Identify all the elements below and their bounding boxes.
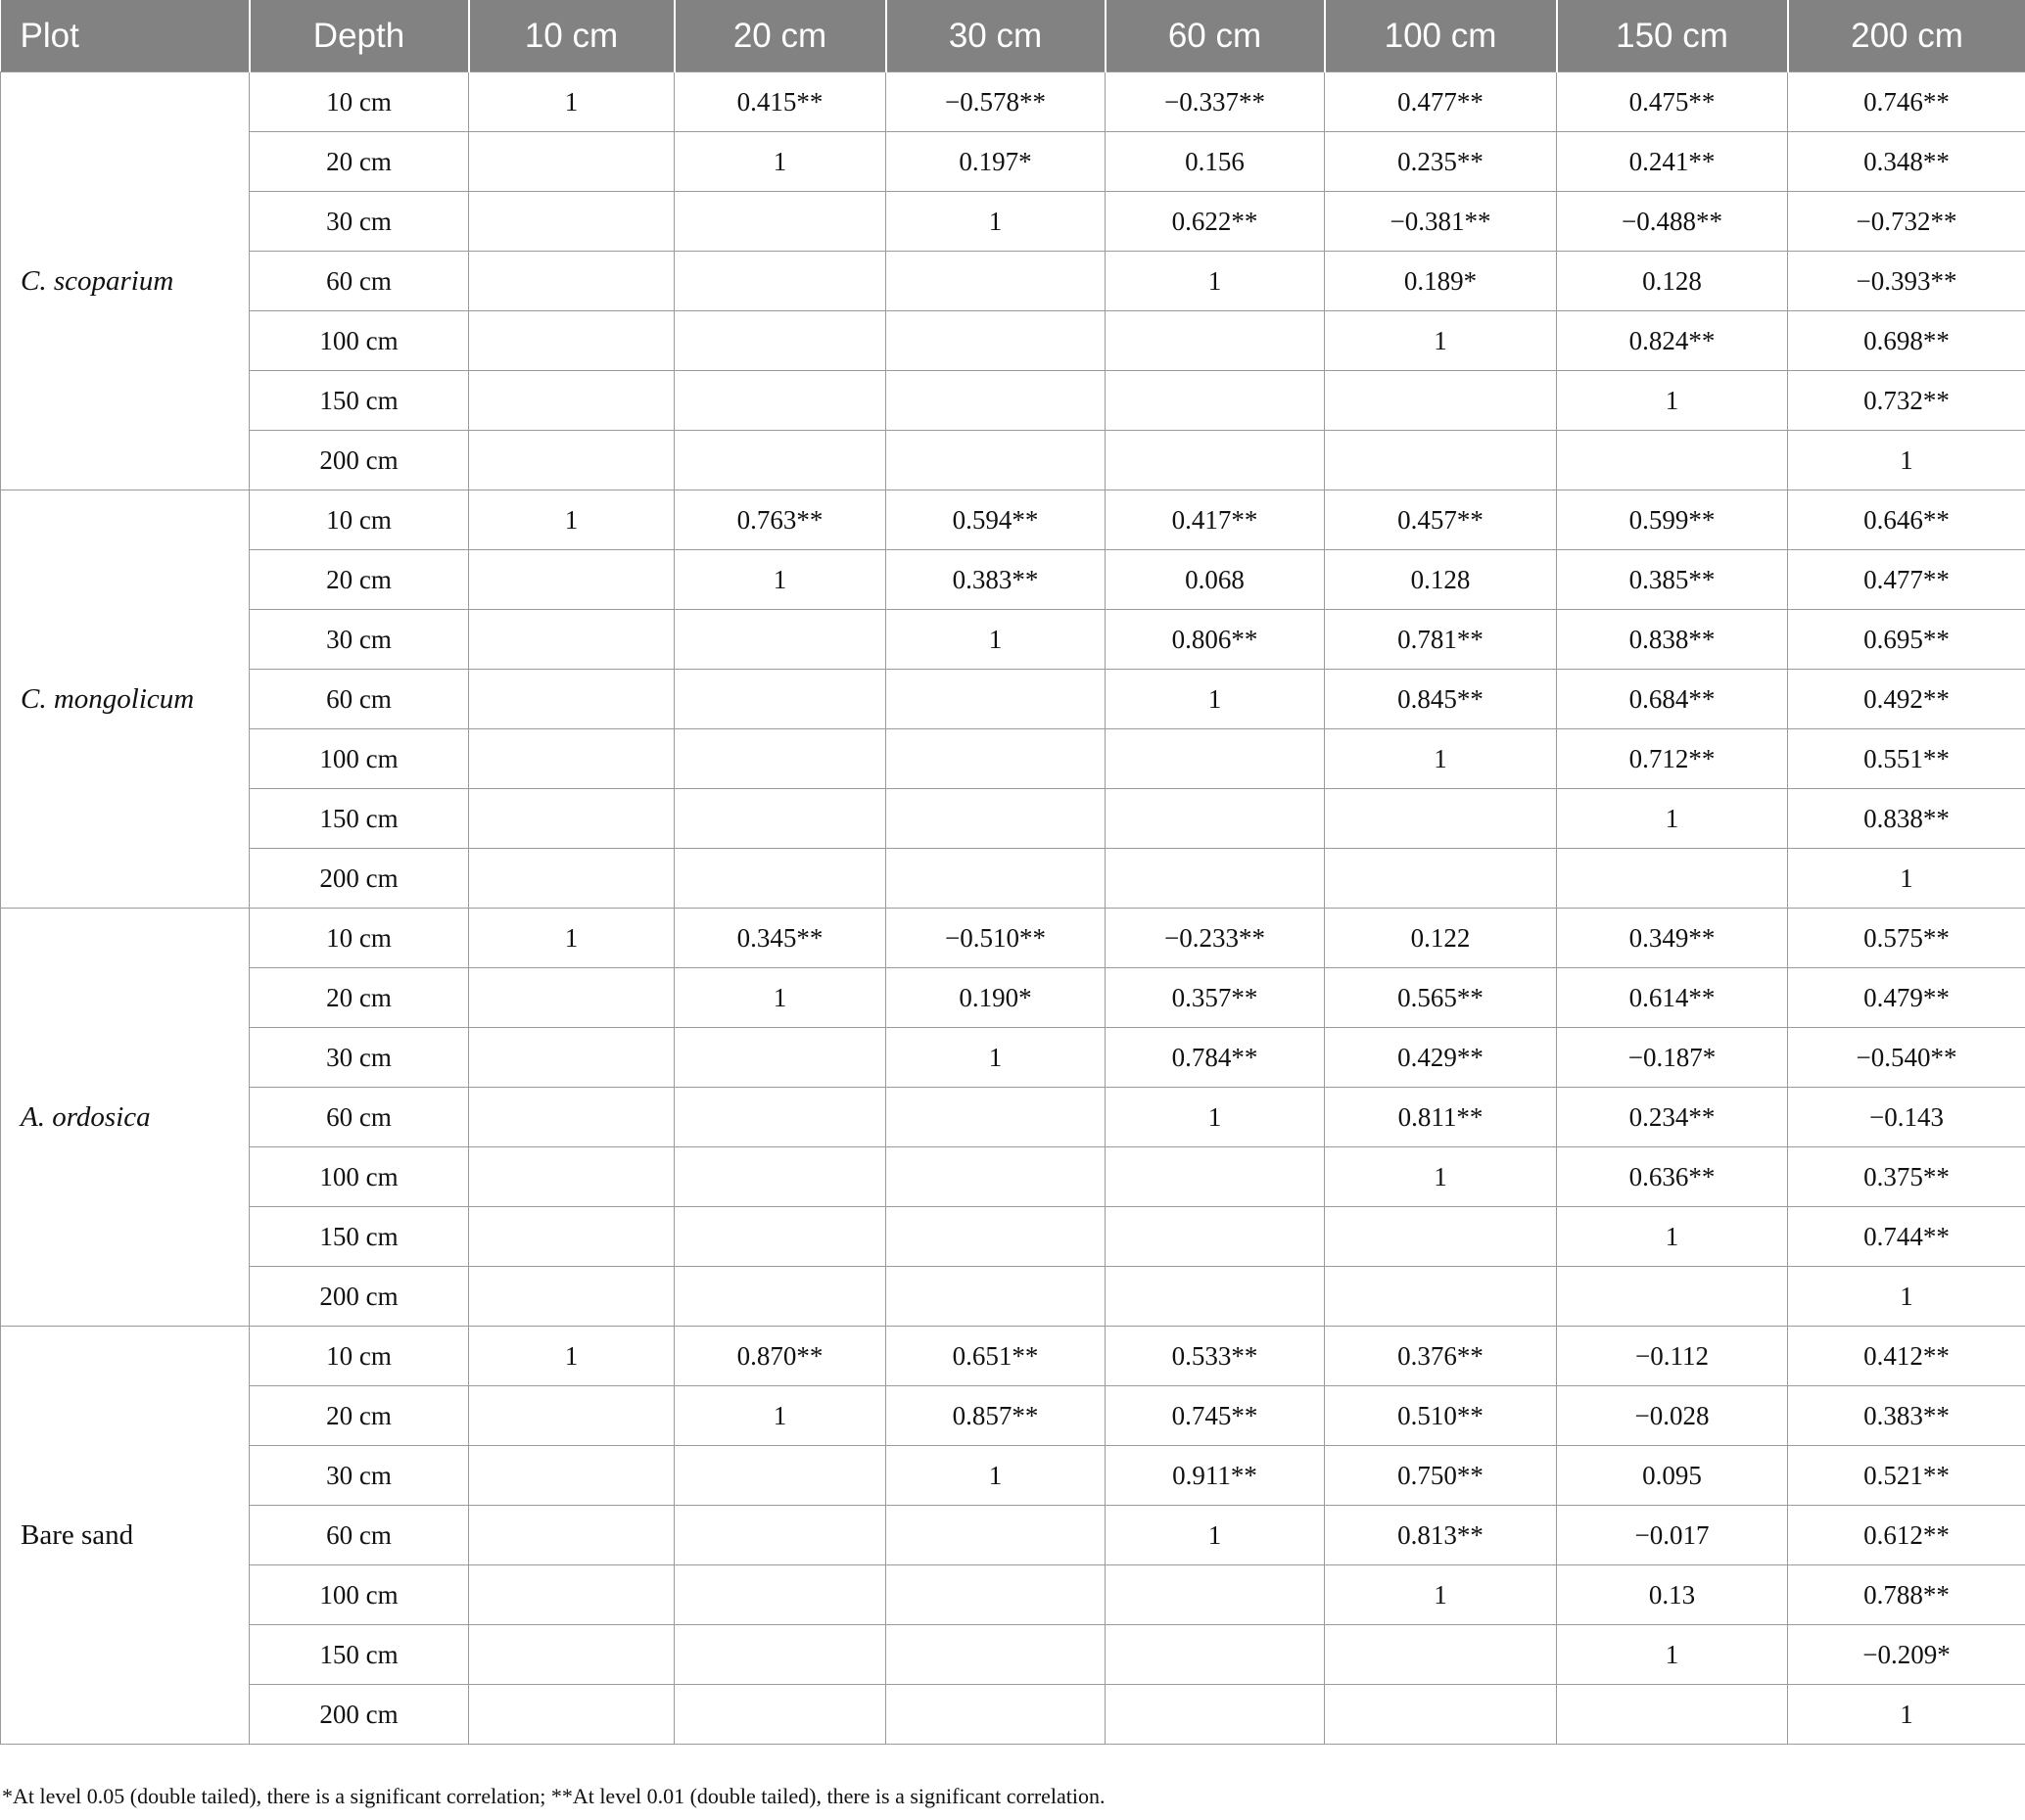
header-10cm: 10 cm (469, 0, 675, 72)
correlation-cell: 1 (1325, 1565, 1557, 1625)
table-row (1, 72, 2025, 132)
correlation-cell (469, 550, 675, 610)
correlation-cell: −0.017 (1557, 1506, 1788, 1565)
depth-cell: 10 cm (250, 1327, 469, 1386)
header-depth: Depth (250, 0, 469, 72)
table-row (1, 968, 2025, 1028)
correlation-cell: 0.857** (886, 1386, 1106, 1446)
correlation-cell (469, 1088, 675, 1147)
depth-cell: 200 cm (250, 1685, 469, 1745)
correlation-cell (886, 311, 1106, 371)
correlation-cell: 0.763** (675, 490, 886, 550)
correlation-cell: 0.357** (1106, 968, 1325, 1028)
table-row (1, 431, 2025, 490)
correlation-cell: 1 (675, 550, 886, 610)
correlation-cell (886, 789, 1106, 849)
correlation-cell: 0.575** (1788, 909, 2025, 968)
correlation-cell: 0.375** (1788, 1147, 2025, 1207)
depth-cell: 60 cm (250, 670, 469, 729)
correlation-cell (675, 1267, 886, 1327)
correlation-cell: 0.095 (1557, 1446, 1788, 1506)
correlation-cell: 0.068 (1106, 550, 1325, 610)
correlation-cell (1325, 789, 1557, 849)
correlation-cell: 0.646** (1788, 490, 2025, 550)
correlation-cell: 0.376** (1325, 1327, 1557, 1386)
correlation-cell (675, 371, 886, 431)
table-row (1, 371, 2025, 431)
depth-cell: 150 cm (250, 1625, 469, 1685)
correlation-cell (886, 849, 1106, 909)
table-row (1, 1625, 2025, 1685)
correlation-cell: 0.385** (1557, 550, 1788, 610)
correlation-cell: 0.235** (1325, 132, 1557, 192)
correlation-cell: 1 (886, 1028, 1106, 1088)
depth-cell: 100 cm (250, 729, 469, 789)
correlation-cell: 0.429** (1325, 1028, 1557, 1088)
correlation-cell: 0.838** (1788, 789, 2025, 849)
correlation-cell (886, 371, 1106, 431)
correlation-cell (675, 431, 886, 490)
correlation-cell: 0.415** (675, 72, 886, 132)
correlation-cell: −0.337** (1106, 72, 1325, 132)
correlation-cell: 0.811** (1325, 1088, 1557, 1147)
correlation-cell (1325, 1625, 1557, 1685)
table-row (1, 1267, 2025, 1327)
correlation-cell (1106, 431, 1325, 490)
correlation-cell: 0.788** (1788, 1565, 2025, 1625)
correlation-cell (675, 1565, 886, 1625)
correlation-cell (469, 1446, 675, 1506)
correlation-cell: 0.551** (1788, 729, 2025, 789)
table-row (1, 1207, 2025, 1267)
table-row (1, 670, 2025, 729)
correlation-cell (675, 252, 886, 311)
correlation-cell (1106, 729, 1325, 789)
correlation-cell: −0.578** (886, 72, 1106, 132)
depth-cell: 10 cm (250, 72, 469, 132)
correlation-cell: 0.197* (886, 132, 1106, 192)
correlation-cell: 1 (1106, 252, 1325, 311)
correlation-cell (1106, 311, 1325, 371)
correlation-cell (469, 968, 675, 1028)
depth-cell: 200 cm (250, 849, 469, 909)
correlation-cell: −0.381** (1325, 192, 1557, 252)
table-row (1, 610, 2025, 670)
correlation-cell: 1 (886, 1446, 1106, 1506)
depth-cell: 60 cm (250, 252, 469, 311)
correlation-cell: 0.746** (1788, 72, 2025, 132)
correlation-cell (1106, 1267, 1325, 1327)
correlation-cell: 1 (1788, 1267, 2025, 1327)
correlation-cell: 1 (469, 909, 675, 968)
correlation-cell (469, 670, 675, 729)
correlation-cell (675, 1207, 886, 1267)
depth-cell: 20 cm (250, 1386, 469, 1446)
correlation-cell: 0.745** (1106, 1386, 1325, 1446)
correlation-cell (1106, 1147, 1325, 1207)
correlation-cell (469, 1565, 675, 1625)
table-row (1, 132, 2025, 192)
correlation-cell: 0.190* (886, 968, 1106, 1028)
depth-cell: 150 cm (250, 1207, 469, 1267)
correlation-cell (1106, 1207, 1325, 1267)
correlation-cell (675, 1446, 886, 1506)
header-30cm: 30 cm (886, 0, 1106, 72)
correlation-cell: 0.412** (1788, 1327, 2025, 1386)
correlation-cell (886, 1625, 1106, 1685)
correlation-cell (469, 1147, 675, 1207)
depth-cell: 60 cm (250, 1506, 469, 1565)
depth-cell: 100 cm (250, 1147, 469, 1207)
correlation-cell: 0.479** (1788, 968, 2025, 1028)
header-150cm: 150 cm (1557, 0, 1788, 72)
correlation-cell: −0.488** (1557, 192, 1788, 252)
correlation-cell (675, 670, 886, 729)
correlation-cell: 1 (469, 1327, 675, 1386)
correlation-cell (469, 1625, 675, 1685)
depth-cell: 10 cm (250, 490, 469, 550)
correlation-cell: 0.156 (1106, 132, 1325, 192)
correlation-cell (675, 849, 886, 909)
correlation-cell (469, 1386, 675, 1446)
correlation-cell: 0.475** (1557, 72, 1788, 132)
correlation-cell (1106, 1685, 1325, 1745)
correlation-cell (1106, 789, 1325, 849)
correlation-cell (1557, 849, 1788, 909)
correlation-cell: 0.13 (1557, 1565, 1788, 1625)
correlation-cell (469, 1506, 675, 1565)
correlation-cell: 1 (1557, 789, 1788, 849)
correlation-cell: 1 (675, 968, 886, 1028)
correlation-cell: 1 (1325, 311, 1557, 371)
correlation-cell (886, 1088, 1106, 1147)
correlation-cell: 0.128 (1557, 252, 1788, 311)
correlation-cell (469, 729, 675, 789)
correlation-cell (886, 1506, 1106, 1565)
correlation-cell: 1 (1325, 1147, 1557, 1207)
depth-cell: 100 cm (250, 1565, 469, 1625)
correlation-cell: 0.612** (1788, 1506, 2025, 1565)
correlation-cell: 0.750** (1325, 1446, 1557, 1506)
depth-cell: 30 cm (250, 1446, 469, 1506)
depth-cell: 100 cm (250, 311, 469, 371)
correlation-cell: 0.477** (1788, 550, 2025, 610)
correlation-cell (675, 610, 886, 670)
correlation-cell: −0.510** (886, 909, 1106, 968)
correlation-cell (469, 192, 675, 252)
depth-cell: 30 cm (250, 1028, 469, 1088)
correlation-cell (886, 252, 1106, 311)
correlation-cell: 1 (1788, 431, 2025, 490)
correlation-cell: 0.345** (675, 909, 886, 968)
plot-label: A. ordosica (1, 909, 250, 1327)
correlation-cell (1106, 849, 1325, 909)
correlation-cell: 0.533** (1106, 1327, 1325, 1386)
correlation-cell: 0.838** (1557, 610, 1788, 670)
correlation-cell (1325, 431, 1557, 490)
correlation-cell (886, 670, 1106, 729)
correlation-cell (675, 1506, 886, 1565)
header-plot: Plot (1, 0, 250, 72)
table-row (1, 192, 2025, 252)
correlation-cell: 1 (469, 72, 675, 132)
correlation-cell: 0.614** (1557, 968, 1788, 1028)
correlation-cell: 1 (1557, 371, 1788, 431)
table-row (1, 909, 2025, 968)
depth-cell: 20 cm (250, 550, 469, 610)
table-row (1, 1028, 2025, 1088)
correlation-cell (1106, 1625, 1325, 1685)
correlation-cell: 0.845** (1325, 670, 1557, 729)
correlation-cell (1325, 1267, 1557, 1327)
correlation-cell: 1 (886, 192, 1106, 252)
correlation-cell: 0.594** (886, 490, 1106, 550)
correlation-cell: 1 (1788, 849, 2025, 909)
correlation-cell (675, 1088, 886, 1147)
correlation-cell (1557, 1685, 1788, 1745)
table-row (1, 789, 2025, 849)
correlation-cell: 0.813** (1325, 1506, 1557, 1565)
correlation-cell: 0.744** (1788, 1207, 2025, 1267)
correlation-cell: 0.732** (1788, 371, 2025, 431)
table-body (1, 72, 2025, 1745)
correlation-cell: 0.241** (1557, 132, 1788, 192)
depth-cell: 150 cm (250, 371, 469, 431)
depth-cell: 200 cm (250, 431, 469, 490)
correlation-cell: 0.492** (1788, 670, 2025, 729)
table-row (1, 490, 2025, 550)
correlation-cell (1325, 1685, 1557, 1745)
correlation-cell: 0.784** (1106, 1028, 1325, 1088)
correlation-cell (1557, 1267, 1788, 1327)
correlation-cell (469, 311, 675, 371)
correlation-cell (886, 1147, 1106, 1207)
correlation-cell: 0.383** (1788, 1386, 2025, 1446)
depth-cell: 30 cm (250, 610, 469, 670)
depth-cell: 200 cm (250, 1267, 469, 1327)
correlation-cell: 0.695** (1788, 610, 2025, 670)
correlation-cell: −0.112 (1557, 1327, 1788, 1386)
correlation-cell (469, 1267, 675, 1327)
table-row (1, 1327, 2025, 1386)
correlation-cell: 1 (1106, 670, 1325, 729)
correlation-cell (886, 1565, 1106, 1625)
depth-cell: 30 cm (250, 192, 469, 252)
correlation-cell (1106, 371, 1325, 431)
correlation-cell: 0.383** (886, 550, 1106, 610)
correlation-cell: 1 (469, 490, 675, 550)
correlation-cell (675, 1147, 886, 1207)
correlation-cell: −0.187* (1557, 1028, 1788, 1088)
table-row (1, 1446, 2025, 1506)
depth-cell: 150 cm (250, 789, 469, 849)
correlation-cell (675, 1028, 886, 1088)
footnote: *At level 0.05 (double tailed), there is a significant correlation; **At level 0.01 (double tailed), there is a significant correlation. (2, 1784, 1106, 1808)
header-200cm: 200 cm (1788, 0, 2025, 72)
correlation-cell: 0.122 (1325, 909, 1557, 968)
header-row (1, 0, 2025, 72)
header-20cm: 20 cm (675, 0, 886, 72)
plot-label: C. mongolicum (1, 490, 250, 909)
table-row (1, 1506, 2025, 1565)
correlation-cell: 1 (1325, 729, 1557, 789)
correlation-cell (469, 431, 675, 490)
correlation-cell (886, 1685, 1106, 1745)
correlation-cell (675, 311, 886, 371)
correlation-cell (469, 132, 675, 192)
correlation-cell: −0.732** (1788, 192, 2025, 252)
depth-cell: 20 cm (250, 968, 469, 1028)
table-row (1, 550, 2025, 610)
correlation-cell (469, 1685, 675, 1745)
correlation-cell (675, 789, 886, 849)
correlation-cell (469, 789, 675, 849)
correlation-cell: 0.781** (1325, 610, 1557, 670)
correlation-cell: 0.189* (1325, 252, 1557, 311)
table-row (1, 1088, 2025, 1147)
correlation-cell (1325, 1207, 1557, 1267)
correlation-cell (886, 1267, 1106, 1327)
correlation-cell (675, 729, 886, 789)
correlation-cell (886, 729, 1106, 789)
table-row (1, 252, 2025, 311)
correlation-cell: −0.393** (1788, 252, 2025, 311)
correlation-cell: 0.806** (1106, 610, 1325, 670)
correlation-cell: 0.128 (1325, 550, 1557, 610)
table-row (1, 1565, 2025, 1625)
header-60cm: 60 cm (1106, 0, 1325, 72)
correlation-cell: 1 (675, 1386, 886, 1446)
correlation-cell: 0.349** (1557, 909, 1788, 968)
correlation-cell: −0.028 (1557, 1386, 1788, 1446)
correlation-cell: 0.651** (886, 1327, 1106, 1386)
correlation-cell: 0.911** (1106, 1446, 1325, 1506)
correlation-cell: 1 (1106, 1088, 1325, 1147)
correlation-cell: 0.824** (1557, 311, 1788, 371)
correlation-cell (1106, 1565, 1325, 1625)
table-row (1, 311, 2025, 371)
correlation-cell (886, 1207, 1106, 1267)
correlation-cell: 0.870** (675, 1327, 886, 1386)
correlation-cell: 0.457** (1325, 490, 1557, 550)
correlation-cell: 0.348** (1788, 132, 2025, 192)
correlation-cell (469, 610, 675, 670)
table-row (1, 1386, 2025, 1446)
correlation-cell (1557, 431, 1788, 490)
correlation-cell: 0.599** (1557, 490, 1788, 550)
correlation-cell: 0.477** (1325, 72, 1557, 132)
plot-label: Bare sand (1, 1327, 250, 1745)
correlation-cell: 1 (1557, 1625, 1788, 1685)
correlation-cell (469, 1028, 675, 1088)
correlation-cell (469, 1207, 675, 1267)
correlation-cell: 1 (886, 610, 1106, 670)
depth-cell: 10 cm (250, 909, 469, 968)
correlation-cell: 1 (675, 132, 886, 192)
correlation-cell: −0.233** (1106, 909, 1325, 968)
table-row (1, 1685, 2025, 1745)
correlation-cell: 0.565** (1325, 968, 1557, 1028)
correlation-cell (1325, 371, 1557, 431)
correlation-cell (675, 192, 886, 252)
correlation-cell: 0.684** (1557, 670, 1788, 729)
correlation-cell: 0.234** (1557, 1088, 1788, 1147)
correlation-cell (469, 371, 675, 431)
correlation-cell (675, 1685, 886, 1745)
table-row (1, 849, 2025, 909)
correlation-cell (1325, 849, 1557, 909)
correlation-cell: 0.417** (1106, 490, 1325, 550)
depth-cell: 60 cm (250, 1088, 469, 1147)
correlation-cell: 0.712** (1557, 729, 1788, 789)
plot-label: C. scoparium (1, 72, 250, 490)
header-100cm: 100 cm (1325, 0, 1557, 72)
correlation-cell: −0.540** (1788, 1028, 2025, 1088)
correlation-cell (675, 1625, 886, 1685)
correlation-cell (886, 431, 1106, 490)
correlation-cell (469, 252, 675, 311)
depth-cell: 20 cm (250, 132, 469, 192)
correlation-cell: −0.209* (1788, 1625, 2025, 1685)
correlation-cell: 0.698** (1788, 311, 2025, 371)
correlation-cell: 1 (1106, 1506, 1325, 1565)
correlation-cell: 1 (1557, 1207, 1788, 1267)
correlation-cell: 1 (1788, 1685, 2025, 1745)
correlation-cell: 0.521** (1788, 1446, 2025, 1506)
correlation-cell: 0.510** (1325, 1386, 1557, 1446)
table-row (1, 1147, 2025, 1207)
table-row (1, 729, 2025, 789)
correlation-cell: 0.622** (1106, 192, 1325, 252)
correlation-cell: −0.143 (1788, 1088, 2025, 1147)
correlation-cell: 0.636** (1557, 1147, 1788, 1207)
correlation-cell (469, 849, 675, 909)
